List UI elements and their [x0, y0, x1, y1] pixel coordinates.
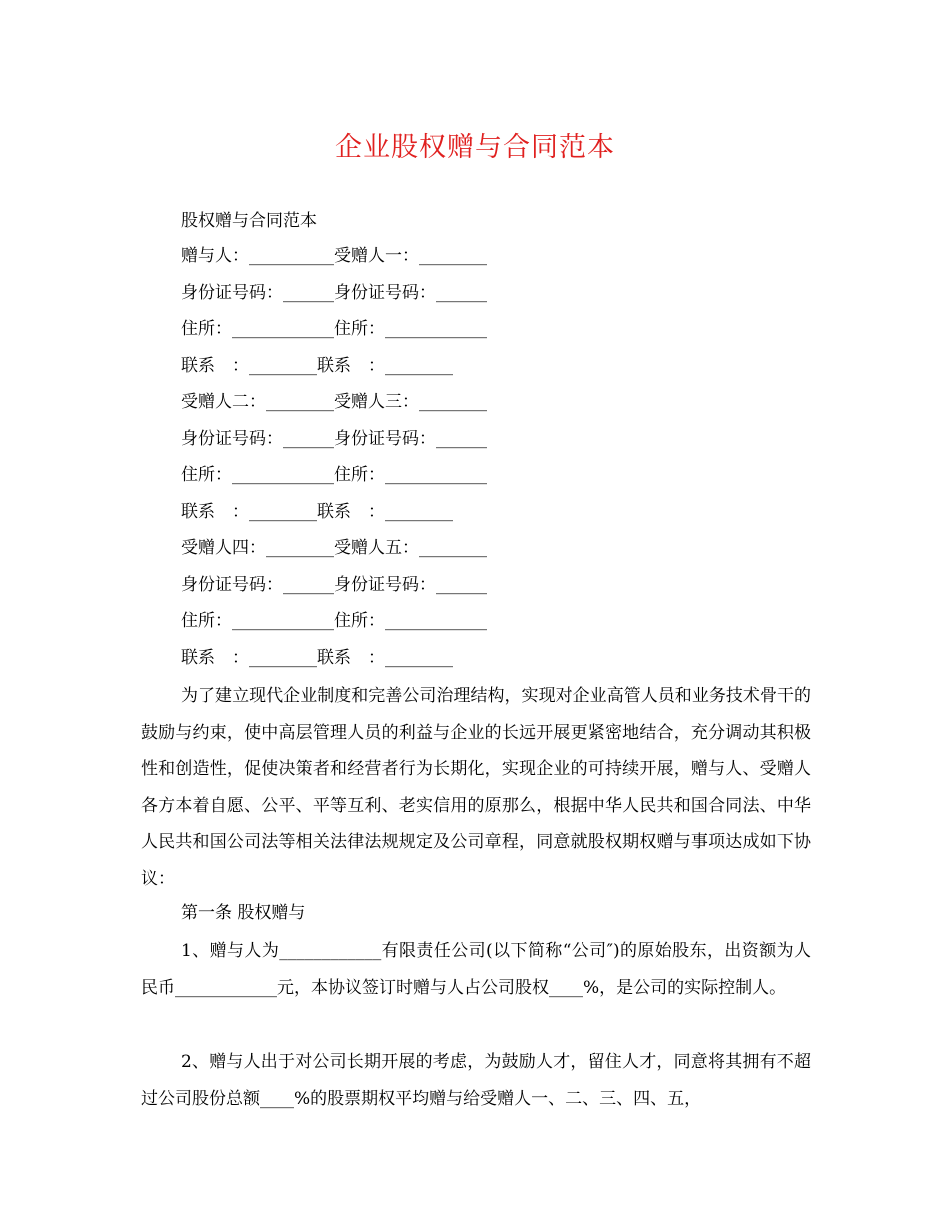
- article-1-heading: 第一条 股权赠与: [181, 903, 306, 923]
- field-row-contact: 联系 ：________联系 ：________: [181, 501, 453, 522]
- clause-1-paragraph: 1、赠与人为____________有限责任公司(以下简称“公司″)的原始股东，出资额为人民币____________元，本协议签订时赠与人占公司股权____%，是公司的实际控制人。: [141, 941, 811, 998]
- field-row-id: 身份证号码：______身份证号码：______: [181, 282, 487, 303]
- field-row-id: 身份证号码：______身份证号码：______: [181, 574, 487, 595]
- clause-2-paragraph: 2、赠与人出于对公司长期开展的考虑，为鼓励人才，留住人才，同意将其拥有不超过公司股份总额____%的股票期权平均赠与给受赠人一、二、三、四、五，: [141, 1052, 811, 1109]
- field-row-contact: 联系 ：________联系 ：________: [181, 647, 453, 668]
- field-row-donees-4-5: 受赠人四：________受赠人五：________: [181, 538, 487, 558]
- field-row-donor: 赠与人：__________受赠人一：________: [181, 246, 487, 266]
- field-row-address: 住所：____________住所：____________: [181, 319, 487, 339]
- field-row-address: 住所：____________住所：____________: [181, 611, 487, 631]
- field-row-address: 住所：____________住所：____________: [181, 465, 487, 485]
- preamble-paragraph: 为了建立现代企业制度和完善公司治理结构，实现对企业高管人员和业务技术骨干的鼓励与约束，使中高层管理人员的利益与企业的长远开展更紧密地结合，充分调动其积极性和创造性，促使决策者和经营者行为长期化，实现企业的可持续开展，赠与人、受赠人各方本着自愿、公平、平等互利、老实信用的原那么，根据中华人民共和国合同法、中华人民共和国公司法等相关法律法规规定及公司章程，同意就股权期权赠与事项达成如下协议：: [141, 686, 811, 889]
- document-title: 企业股权赠与合同范本: [335, 132, 615, 163]
- field-row-contact: 联系 ：________联系 ：________: [181, 355, 453, 376]
- field-row-donees-2-3: 受赠人二：________受赠人三：________: [181, 392, 487, 412]
- field-row-id: 身份证号码：______身份证号码：______: [181, 428, 487, 449]
- document-subtitle: 股权赠与合同范本: [181, 211, 317, 231]
- party-info-fields: [181, 241, 601, 679]
